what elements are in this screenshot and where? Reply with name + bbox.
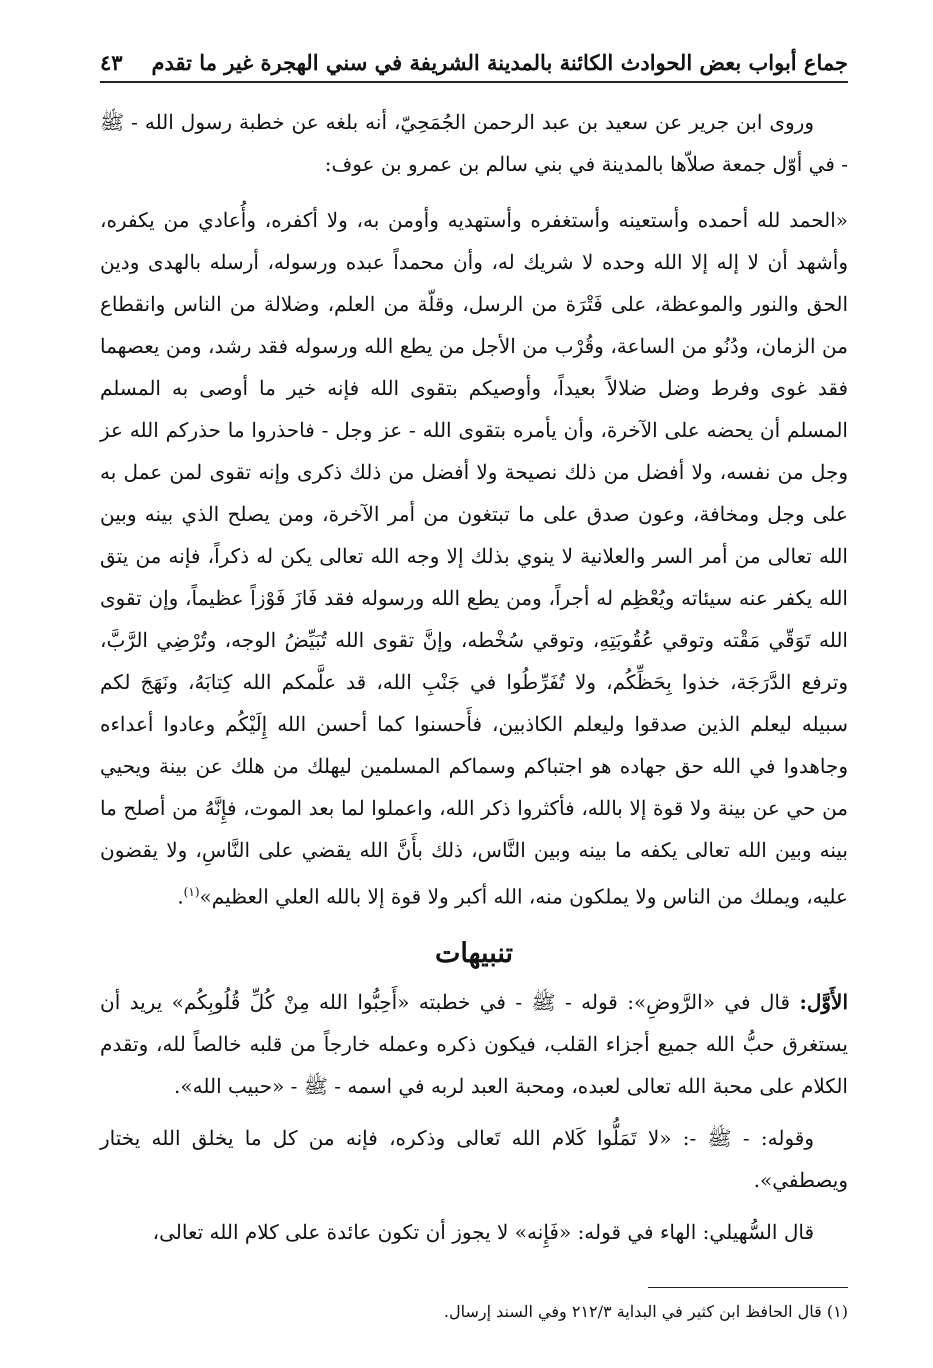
note-third: قال السُّهيلي: الهاء في قوله: «فَإِنه» لا يجوز أن تكون عائدة على كلام الله تعالى، [152,1219,814,1244]
book-page [100,50,848,1321]
sermon-text: «الحمد لله أحمده وأستعينه وأستغفره وأستهديه وأومن به، ولا أكفره، وأُعادي من يكفره، وأشهد أن لا إله إلا الله وحده لا شريك له، وأن محمداً عبده ورسوله، أرسله بالهدى ودين الحق والنور والموعظة، على فَتْرَة من الرسل، وقلّة من العلم، وضلالة من الناس وانقطاع من الزمان، ودُنُو من الساعة، وقُرْب من الأجل من يطع الله ورسوله فقد رشد، ومن يعصهما فقد غوى وفرط وضل ضلالاً بعيداً، وأوصيكم بتقوى الله فإنه خير ما أوصى به المسلم المسلم أن يحضه على الآخرة، وأن يأمره بتقوى الله - عز وجل - فاحذروا ما حذركم الله عز وجل من نفسه، ولا أفضل من ذلك نصيحة ولا أفضل من ذلك ذكرى وإنه تقوى لمن عمل به على وجل ومخافة، وعون صدق على ما تبتغون من أمر الآخرة، ومن يصلح الذي بينه وبين الله تعالى من أمر السر والعلانية لا ينوي بذلك إلا وجه الله تعالى يكن له ذكراً، فإنه من يتق الله يكفر عنه سيئاته ويُعْظِم له أجراً، ومن يطع الله ورسوله فقد فَازَ فَوْزاً عظيماً، وإن تقوى الله تَوَقّي مَقْته وتوقي عُقُوبَتِهِ، وتوقي سُخْطه، وإنَّ تقوى الله تُبَيِّضُ الوجه، وتُرْضِي الرَّبَّ، وترفع الدَّرَجَة، خذوا بِحَظِّكُم، ولا تُفَرِّطُوا في جَنْبِ الله، قد علَّمكم الله كِتابَهُ، ونَهَجَ لكم سبيله ليعلم الذين صدقوا وليعلم الكاذبين، فأَحسنوا كما أحسن الله إِلَيْكُم وعادوا أعداءه وجاهدوا في الله حق جهاده هو اجتباكم وسماكم المسلمين ليهلك من هلك عن بينة ويحيي من حي عن بينة ولا قوة إلا بالله، فأكثروا ذكر الله، واعملوا لما بعد الموت، فإِنَّهُ من أصلح ما بينه وبين الله تعالى يكفه ما بينه وبين النَّاس، ذلك بأَنَّ الله يقضي على النَّاسِ، ولا يقضون عليه، ويملك من الناس ولا يملكون منه، الله أكبر ولا قوة إلا بالله العلي العظيم» [100,208,849,909]
footnote: (١) قال الحافظ ابن كثير في البداية ٢١٢/٣ وفي السند إرسال. [443,1301,848,1321]
footnote-divider [648,1287,848,1288]
running-header [100,50,848,83]
note-second: وقوله: - ﷺ -: «لا تَمَلُّوا كَلام الله تَعالى وذكره، فإنه من كل ما يخلق الله يختار ويصطفي». [100,1125,848,1192]
footnote-marker: (١) [183,885,200,899]
header-title: جماع أبواب بعض الحوادث الكائنة بالمدينة الشريفة في سني الهجرة غير ما تقدم [151,50,848,75]
note-first-text: قال في «الرَّوضِ»: قوله - ﷺ - في خطبته «أَحِبُّوا الله مِنْ كُلِّ قُلُوبِكُم» يريد أن يستغرق حبُّ الله جميع أجزاء القلب، فيكون ذكره وعمله خارجاً من قلبه خالصاً لله، وتقدم الكلام على محبة الله تعالى لعبده، ومحبة العبد لربه في اسمه - ﷺ - «حبيب الله». [100,989,848,1098]
note-first [100,981,848,1107]
page-number: ٤٣ [100,50,123,75]
sermon-paragraph: «الحمد لله أحمده وأستعينه وأستغفره وأستهديه وأومن به، ولا أكفره، وأُعادي من يكفره، وأشهد أن لا إله إلا الله وحده لا شريك له، وأن محمداً عبده ورسوله، أرسله بالهدى ودين الحق والنور والموعظة، على فَتْرَة من الرسل، وقلّة من العلم، وضلالة من الناس وانقطاع من الزمان، ودُنُو من الساعة، وقُرْب من الأجل من يطع الله ورسوله فقد رشد، ومن يعصهما فقد غوى وفرط وضل ضلالاً بعيداً، وأوصيكم بتقوى الله فإنه خير ما أوصى به المسلم المسلم أن يحضه على الآخرة، وأن يأمره بتقوى الله - عز وجل - فاحذروا ما حذركم الله عز وجل من نفسه، ولا أفضل من ذلك نصيحة ولا أفضل من ذلك ذكرى وإنه تقوى لمن عمل به على وجل ومخافة، وعون صدق على ما تبتغون من أمر الآخرة، ومن يصلح الذي بينه وبين الله تعالى من أمر السر والعلانية لا ينوي بذلك إلا وجه الله تعالى يكن له ذكراً، فإنه من يتق الله يكفر عنه سيئاته ويُعْظِم له أجراً، ومن يطع الله ورسوله فقد فَازَ فَوْزاً عظيماً، وإن تقوى الله تَوَقّي مَقْته وتوقي عُقُوبَتِهِ، وتوقي سُخْطه، وإنَّ تقوى الله تُبَيِّضُ الوجه، وتُرْضِي الرَّبَّ، وترفع الدَّرَجَة، خذوا بِحَظِّكُم، ولا تُفَرِّطُوا في جَنْبِ الله، قد علَّمكم الله كِتابَهُ، ونَهَجَ لكم سبيله ليعلم الذين صدقوا وليعلم الكاذبين، فأَحسنوا كما أحسن الله إِلَيْكُم وعادوا أعداءه وجاهدوا في الله حق جهاده هو اجتباكم وسماكم المسلمين ليهلك من هلك عن بينة ويحيي من حي عن بينة ولا قوة إلا بالله، فأكثروا ذكر الله، واعملوا لما بعد الموت، فإِنَّهُ من أصلح ما بينه وبين الله تعالى يكفه ما بينه وبين النَّاس، ذلك بأَنَّ الله يقضي على النَّاسِ، ولا يقضون عليه، ويملك من الناس ولا يملكون منه، الله أكبر ولا قوة إلا بالله العلي العظيم»$^{(١)}$. [100,208,849,909]
intro-paragraph: وروى ابن جرير عن سعيد بن عبد الرحمن الجُمَحِيّ، أنه بلغه عن خطبة رسول الله - ﷺ - في أوّل جمعة صلاّها بالمدينة في بني سالم بن عمرو بن عوف: [100,110,848,176]
section-title: تنبيهات [434,937,514,969]
note-first-label: الأَوَّل: [799,989,849,1014]
